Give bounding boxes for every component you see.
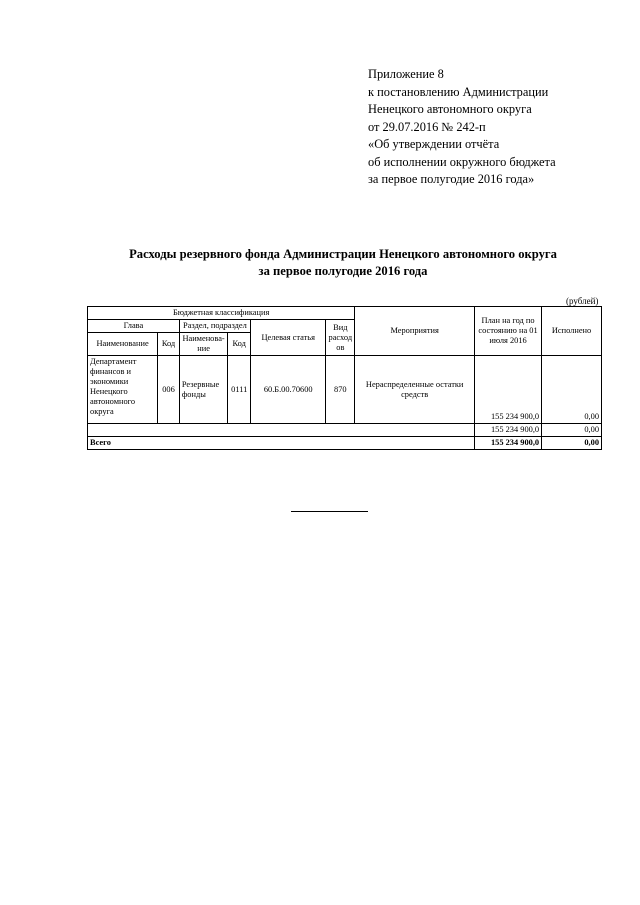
header-section-name: Наименова-ние bbox=[179, 333, 228, 356]
cell-chapter-code: 006 bbox=[158, 356, 180, 424]
subtotal-row bbox=[88, 424, 602, 437]
appendix-line: Ненецкого автономного округа bbox=[368, 102, 532, 116]
appendix-line: от 29.07.2016 № 242-п bbox=[368, 119, 486, 134]
appendix-block bbox=[368, 66, 618, 189]
appendix-line: Приложение 8 bbox=[368, 67, 444, 81]
total-label: Всего bbox=[88, 437, 475, 450]
cell-section-name: Резервные фонды bbox=[179, 356, 228, 424]
cell-activity: Нераспределенные остатки средств bbox=[355, 356, 475, 424]
cell-chapter-name: Департамент финансов и экономики Ненецкого автономного округа bbox=[88, 356, 158, 424]
header-activities: Мероприятия bbox=[355, 307, 475, 356]
header-code: Код bbox=[158, 333, 180, 356]
total-plan: 155 234 900,0 bbox=[475, 437, 542, 450]
total-executed: 0,00 bbox=[542, 437, 602, 450]
header-name: Наименование bbox=[88, 333, 158, 356]
appendix-line: «Об утверждении отчёта bbox=[368, 137, 500, 151]
header-chapter: Глава bbox=[88, 320, 180, 333]
separator-line bbox=[291, 511, 368, 512]
header-section-code: Код bbox=[228, 333, 251, 356]
subtotal-blank bbox=[88, 424, 475, 437]
appendix-line: за первое полугодие 2016 года» bbox=[368, 172, 535, 186]
header-budget-classification: Бюджетная классификация bbox=[88, 307, 355, 320]
header-plan: План на год по состоянию на 01 июля 2016 bbox=[475, 307, 542, 356]
header-target-article: Целевая статья bbox=[251, 320, 326, 356]
title-line-1: Расходы резервного фонда Администрации Ненецкого автономного округа bbox=[129, 247, 557, 261]
title-line-2: за первое полугодие 2016 года bbox=[258, 264, 428, 278]
table-row bbox=[88, 356, 602, 424]
total-row bbox=[88, 437, 602, 450]
cell-target-article: 60.Б.00.70600 bbox=[251, 356, 326, 424]
appendix-line: к постановлению Администрации bbox=[368, 84, 549, 99]
cell-executed: 0,00 bbox=[542, 356, 602, 424]
appendix-line: об исполнении окружного бюджета bbox=[368, 154, 556, 169]
cell-section-code: 0111 bbox=[228, 356, 251, 424]
header-expense-type: Вид расход ов bbox=[326, 320, 355, 356]
header-executed: Исполнено bbox=[542, 307, 602, 356]
subtotal-plan: 155 234 900,0 bbox=[475, 424, 542, 437]
subtotal-executed: 0,00 bbox=[542, 424, 602, 437]
reserve-fund-table bbox=[87, 306, 602, 450]
document-title bbox=[60, 246, 626, 280]
header-section: Раздел, подраздел bbox=[179, 320, 250, 333]
cell-expense-type: 870 bbox=[326, 356, 355, 424]
units-label: (рублей) bbox=[566, 296, 599, 306]
header-row-1 bbox=[88, 307, 602, 320]
cell-plan: 155 234 900,0 bbox=[475, 356, 542, 424]
